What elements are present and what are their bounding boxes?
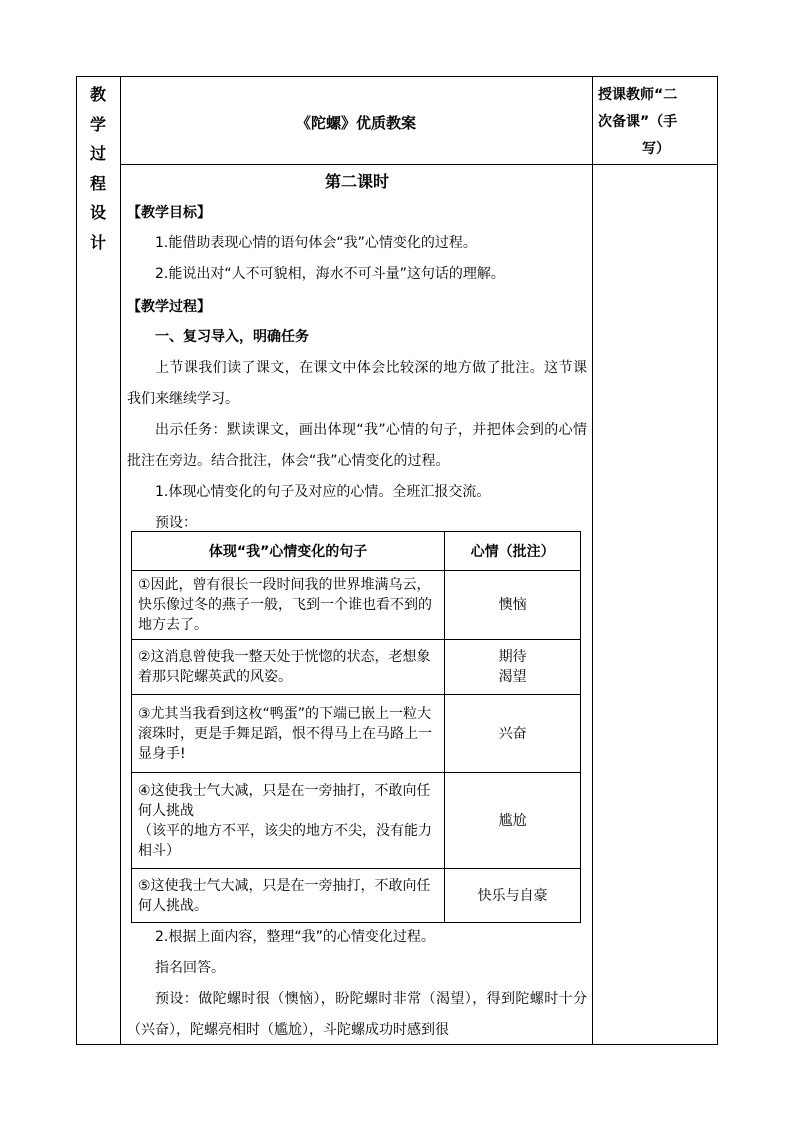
- table-header-row: [132, 532, 581, 571]
- post-table-content: [127, 922, 587, 1046]
- header-row-divider: [120, 164, 718, 165]
- outer-right-border: [717, 76, 718, 1045]
- notes-column-divider: [592, 76, 593, 1045]
- mood-cell: 快乐与自豪: [445, 869, 581, 923]
- teacher-notes-header-line: 授课教师“二: [598, 87, 678, 103]
- mood-cell: 懊恼: [445, 571, 581, 640]
- section-label-char: 过: [89, 144, 106, 163]
- lesson-content: [127, 168, 587, 539]
- section-label-char: 程: [89, 173, 106, 193]
- goals-heading: 【教学目标】: [127, 205, 211, 221]
- lesson-title: 《陀螺》优质教案: [295, 114, 416, 132]
- sentence-cell: ①因此，曾有很长一段时间我的世界堆满乌云，快乐像过冬的燕子一般，飞到一个谁也看不到的地方去了。: [132, 571, 445, 640]
- step-item: 1.体现心情变化的句子及对应的心情。全班汇报交流。: [155, 484, 491, 500]
- step-item: 2.根据上面内容，整理“我”的心情变化过程。: [155, 929, 435, 945]
- column-header: 体现“我”心情变化的句子: [132, 532, 445, 571]
- teacher-notes-header: [598, 82, 714, 163]
- paragraph: 出示任务：默读课文，画出体现“我”心情的句子，并把体会到的心情批注在旁边。结合批注，体会“我”心情变化的过程。: [127, 422, 587, 469]
- table-row: [132, 869, 581, 923]
- period-heading: 第二课时: [324, 172, 389, 191]
- sentence-cell: ④这使我士气大减，只是在一旁抽打，不敢向任何人挑战 （该平的地方不平，该尖的地方不尖，没有能力相斗）: [132, 773, 445, 869]
- column-header: 心情（批注）: [445, 532, 581, 571]
- teacher-notes-header-line: 写）: [642, 141, 670, 157]
- preset-paragraph: 预设：做陀螺时很（懊恼），盼陀螺时非常（渴望），得到陀螺时十分（兴奋），陀螺亮相时（尴尬），斗陀螺成功时感到很: [127, 991, 587, 1038]
- table-row: [132, 773, 581, 869]
- section-label-char: 教: [89, 85, 106, 104]
- answer-label: 指名回答。: [155, 960, 225, 976]
- table-row: [132, 640, 581, 695]
- goal-item: 1.能借助表现心情的语句体会“我”心情变化的过程。: [155, 235, 477, 251]
- process-heading: 【教学过程】: [127, 299, 211, 315]
- sentence-cell: ⑤这使我士气大减，只是在一旁抽打，不敢向任何人挑战。: [132, 869, 445, 923]
- section-label: [76, 80, 120, 257]
- table-row: [132, 571, 581, 640]
- sentence-cell: ③尤其当我看到这枚“鸭蛋”的下端已嵌上一粒大滚珠时，更是手舞足蹈，恨不得马上在马路上一显身手!: [132, 695, 445, 773]
- outer-top-border: [76, 76, 718, 77]
- table-row: [132, 695, 581, 773]
- preset-label: 预设：: [155, 515, 197, 531]
- section-label-char: 学: [89, 114, 106, 134]
- mood-cell: 兴奋: [445, 695, 581, 773]
- mood-cell: 期待 渴望: [445, 640, 581, 695]
- paragraph: 上节课我们读了课文，在课文中体会比较深的地方做了批注。这节课我们来继续学习。: [127, 360, 587, 407]
- mood-cell: 尴尬: [445, 773, 581, 869]
- teacher-notes-header-line: 次备课”（手: [598, 114, 678, 130]
- sentence-cell: ②这消息曾使我一整天处于恍惚的状态，老想象着那只陀螺英武的风姿。: [132, 640, 445, 695]
- goal-item: 2.能说出对“人不可貌相，海水不可斗量”这句话的理解。: [155, 266, 505, 282]
- section-label-char: 计: [89, 232, 106, 252]
- mood-table: [131, 531, 581, 923]
- step-title: 一、复习导入，明确任务: [155, 329, 309, 345]
- section-label-char: 设: [89, 203, 106, 222]
- label-column-divider: [120, 76, 121, 1045]
